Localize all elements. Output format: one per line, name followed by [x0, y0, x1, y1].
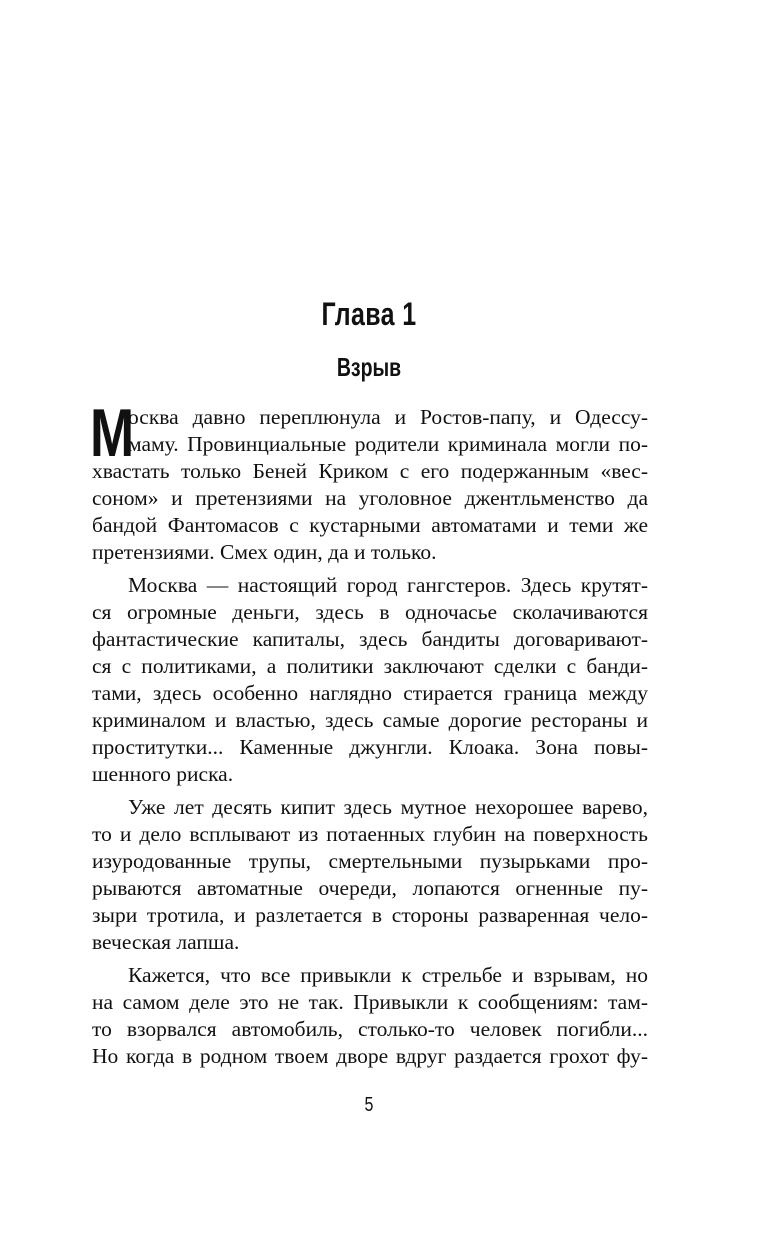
- text-line: криминалом и властью, здесь самые дорогие рестораны и: [92, 708, 648, 732]
- body-text: [90, 395, 648, 1070]
- paragraph: [92, 962, 648, 1070]
- text-line: Но когда в родном твоем дворе вдруг раздается грохот фу-: [92, 1044, 648, 1068]
- text-line: ся с политиками, а политики заключают сделки с банди-: [92, 654, 648, 678]
- text-line: Уже лет десять кипит здесь мутное нехорошее варево,: [128, 795, 648, 819]
- text-line: претензиями. Смех один, да и только.: [92, 540, 437, 564]
- chapter-subtitle: Взрыв: [336, 352, 402, 382]
- text-line: Москва — настоящий город гангстеров. Здесь крутят-: [128, 573, 648, 597]
- text-line: то взорвался автомобиль, столько-то человек погибли...: [92, 1017, 648, 1041]
- text-line: маму. Провинциальные родители криминала могли по-: [128, 432, 648, 456]
- text-line: тами, здесь особенно наглядно стирается граница между: [92, 681, 648, 705]
- text-line: на самом деле это не так. Привыкли к сообщениям: там-: [92, 990, 648, 1014]
- text-line: соном» и претензиями на уголовное джентльменство да: [92, 486, 648, 510]
- drop-cap: М: [90, 395, 135, 471]
- page-number: 5: [364, 1094, 374, 1116]
- text-line: осква давно переплюнула и Ростов-папу, и Одессу-: [128, 405, 648, 429]
- text-line: рываются автоматные очереди, лопаются огненные пу-: [92, 876, 648, 900]
- text-line: Кажется, что все привыкли к стрельбе и взрывам, но: [128, 963, 648, 987]
- text-line: проститутки... Каменные джунгли. Клоака. Зона повы-: [92, 735, 648, 759]
- text-line: шенного риска.: [92, 762, 234, 786]
- text-line: фантастические капиталы, здесь бандиты договаривают-: [92, 627, 648, 651]
- text-line: изуродованные трупы, смертельными пузырьками про-: [92, 849, 648, 873]
- paragraph: [90, 395, 648, 566]
- text-line: веческая лапша.: [92, 930, 240, 954]
- text-line: то и дело всплывают из потаенных глубин на поверхность: [92, 822, 648, 846]
- paragraph: [92, 794, 648, 956]
- text-line: хвастать только Беней Криком с его подержанным «вес-: [92, 459, 648, 483]
- chapter-title: Глава 1: [321, 296, 417, 332]
- paragraph: [92, 572, 648, 788]
- text-line: бандой Фантомасов с кустарными автоматами и теми же: [92, 513, 648, 537]
- text-line: зыри тротила, и разлетается в стороны разваренная чело-: [92, 903, 648, 927]
- text-line: ся огромные деньги, здесь в одночасье сколачиваются: [92, 600, 648, 624]
